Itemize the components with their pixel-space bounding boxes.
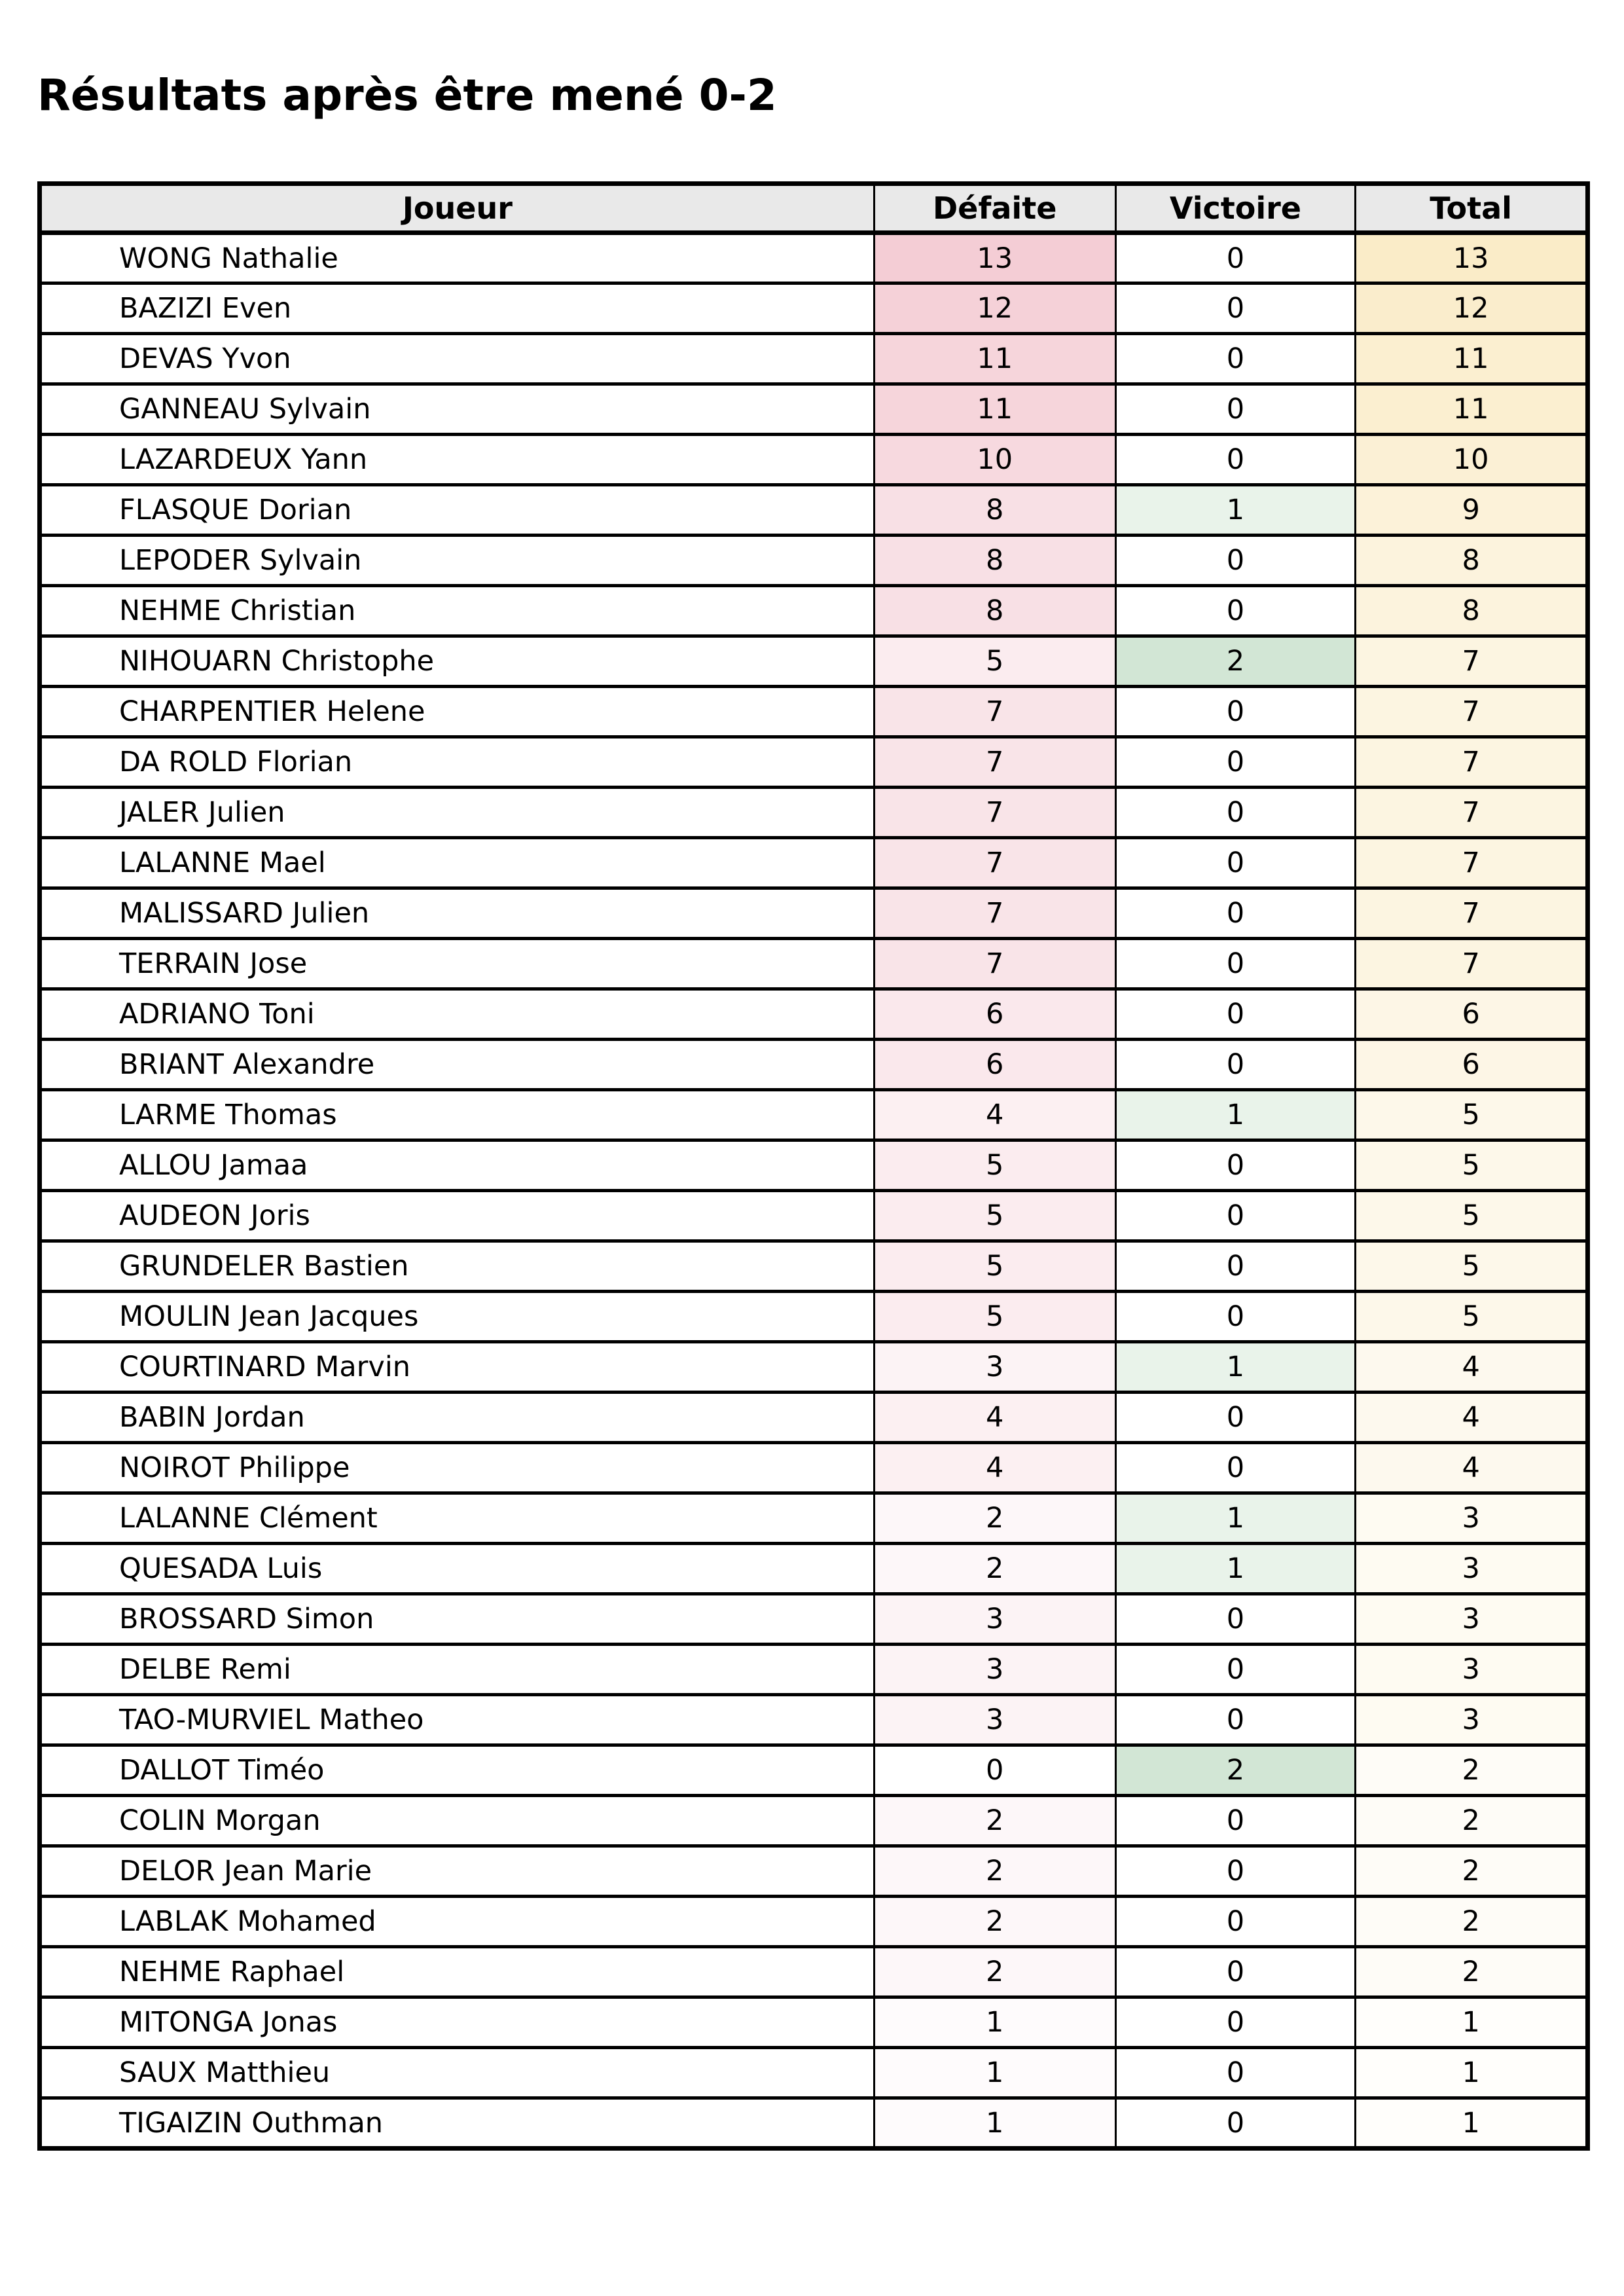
table-row: [40, 1897, 1588, 1947]
player-name: COLIN Morgan: [40, 1796, 875, 1846]
table-row: [40, 384, 1588, 435]
table-row: [40, 2098, 1588, 2149]
victory-value: 0: [1115, 334, 1356, 384]
victory-value: 0: [1115, 1846, 1356, 1897]
player-name: GRUNDELER Bastien: [40, 1241, 875, 1292]
defeat-value: 7: [874, 788, 1115, 838]
total-value: 4: [1356, 1342, 1588, 1393]
total-value: 3: [1356, 1594, 1588, 1645]
defeat-value: 4: [874, 1443, 1115, 1493]
victory-value: 0: [1115, 1947, 1356, 1997]
total-value: 3: [1356, 1645, 1588, 1695]
victory-value: 0: [1115, 1594, 1356, 1645]
table-row: [40, 1241, 1588, 1292]
victory-value: 0: [1115, 384, 1356, 435]
total-value: 2: [1356, 1947, 1588, 1997]
player-name: DALLOT Timéo: [40, 1745, 875, 1796]
player-name: LALANNE Clément: [40, 1493, 875, 1544]
total-value: 6: [1356, 989, 1588, 1040]
victory-value: 0: [1115, 1695, 1356, 1745]
player-name: LABLAK Mohamed: [40, 1897, 875, 1947]
victory-value: 0: [1115, 838, 1356, 888]
victory-value: 0: [1115, 1897, 1356, 1947]
victory-value: 0: [1115, 939, 1356, 989]
defeat-value: 5: [874, 1191, 1115, 1241]
player-name: DELOR Jean Marie: [40, 1846, 875, 1897]
player-name: NIHOUARN Christophe: [40, 636, 875, 687]
table-row: [40, 636, 1588, 687]
player-name: COURTINARD Marvin: [40, 1342, 875, 1393]
victory-value: 0: [1115, 989, 1356, 1040]
player-name: DELBE Remi: [40, 1645, 875, 1695]
defeat-value: 6: [874, 989, 1115, 1040]
victory-value: 0: [1115, 435, 1356, 485]
player-name: NEHME Raphael: [40, 1947, 875, 1997]
total-value: 3: [1356, 1695, 1588, 1745]
total-value: 12: [1356, 283, 1588, 334]
defeat-value: 2: [874, 1544, 1115, 1594]
player-name: MOULIN Jean Jacques: [40, 1292, 875, 1342]
table-body: [40, 233, 1588, 2149]
defeat-value: 2: [874, 1897, 1115, 1947]
defeat-value: 4: [874, 1090, 1115, 1140]
total-value: 9: [1356, 485, 1588, 536]
total-value: 10: [1356, 435, 1588, 485]
victory-value: 0: [1115, 1191, 1356, 1241]
defeat-value: 7: [874, 838, 1115, 888]
total-value: 7: [1356, 939, 1588, 989]
table-row: [40, 1443, 1588, 1493]
table-row: [40, 737, 1588, 788]
total-value: 3: [1356, 1544, 1588, 1594]
player-name: LAZARDEUX Yann: [40, 435, 875, 485]
defeat-value: 10: [874, 435, 1115, 485]
player-name: GANNEAU Sylvain: [40, 384, 875, 435]
column-header-defaite: Défaite: [874, 184, 1115, 233]
defeat-value: 7: [874, 737, 1115, 788]
total-value: 2: [1356, 1745, 1588, 1796]
victory-value: 0: [1115, 1443, 1356, 1493]
total-value: 8: [1356, 536, 1588, 586]
table-row: [40, 939, 1588, 989]
table-row: [40, 1846, 1588, 1897]
table-row: [40, 1745, 1588, 1796]
total-value: 13: [1356, 233, 1588, 283]
table-row: [40, 888, 1588, 939]
table-row: [40, 687, 1588, 737]
table-row: [40, 1544, 1588, 1594]
player-name: DA ROLD Florian: [40, 737, 875, 788]
table-row: [40, 1594, 1588, 1645]
table-row: [40, 1796, 1588, 1846]
table-row: [40, 788, 1588, 838]
defeat-value: 4: [874, 1393, 1115, 1443]
player-name: TERRAIN Jose: [40, 939, 875, 989]
player-name: ALLOU Jamaa: [40, 1140, 875, 1191]
player-name: MITONGA Jonas: [40, 1997, 875, 2048]
player-name: MALISSARD Julien: [40, 888, 875, 939]
player-name: LALANNE Mael: [40, 838, 875, 888]
defeat-value: 5: [874, 636, 1115, 687]
total-value: 7: [1356, 687, 1588, 737]
defeat-value: 1: [874, 2098, 1115, 2149]
victory-value: 0: [1115, 1393, 1356, 1443]
defeat-value: 3: [874, 1342, 1115, 1393]
total-value: 5: [1356, 1140, 1588, 1191]
total-value: 1: [1356, 2048, 1588, 2098]
total-value: 2: [1356, 1897, 1588, 1947]
defeat-value: 13: [874, 233, 1115, 283]
player-name: FLASQUE Dorian: [40, 485, 875, 536]
player-name: QUESADA Luis: [40, 1544, 875, 1594]
player-name: TIGAIZIN Outhman: [40, 2098, 875, 2149]
victory-value: 0: [1115, 687, 1356, 737]
player-name: NOIROT Philippe: [40, 1443, 875, 1493]
victory-value: 0: [1115, 1241, 1356, 1292]
defeat-value: 2: [874, 1947, 1115, 1997]
total-value: 2: [1356, 1846, 1588, 1897]
table-row: [40, 1493, 1588, 1544]
player-name: BROSSARD Simon: [40, 1594, 875, 1645]
player-name: CHARPENTIER Helene: [40, 687, 875, 737]
table-row: [40, 989, 1588, 1040]
defeat-value: 5: [874, 1292, 1115, 1342]
defeat-value: 8: [874, 586, 1115, 636]
defeat-value: 6: [874, 1040, 1115, 1090]
defeat-value: 3: [874, 1695, 1115, 1745]
column-header-joueur: Joueur: [40, 184, 875, 233]
defeat-value: 1: [874, 2048, 1115, 2098]
table-row: [40, 536, 1588, 586]
defeat-value: 3: [874, 1594, 1115, 1645]
total-value: 5: [1356, 1191, 1588, 1241]
victory-value: 0: [1115, 888, 1356, 939]
table-row: [40, 1342, 1588, 1393]
player-name: BRIANT Alexandre: [40, 1040, 875, 1090]
victory-value: 0: [1115, 1997, 1356, 2048]
total-value: 7: [1356, 888, 1588, 939]
player-name: WONG Nathalie: [40, 233, 875, 283]
player-name: LEPODER Sylvain: [40, 536, 875, 586]
total-value: 6: [1356, 1040, 1588, 1090]
player-name: SAUX Matthieu: [40, 2048, 875, 2098]
defeat-value: 7: [874, 939, 1115, 989]
total-value: 5: [1356, 1292, 1588, 1342]
table-row: [40, 485, 1588, 536]
table-row: [40, 1645, 1588, 1695]
victory-value: 0: [1115, 283, 1356, 334]
player-name: ADRIANO Toni: [40, 989, 875, 1040]
column-header-total: Total: [1356, 184, 1588, 233]
victory-value: 0: [1115, 1140, 1356, 1191]
victory-value: 1: [1115, 1090, 1356, 1140]
header-row: [40, 184, 1588, 233]
column-header-victoire: Victoire: [1115, 184, 1356, 233]
defeat-value: 11: [874, 334, 1115, 384]
player-name: BAZIZI Even: [40, 283, 875, 334]
table-row: [40, 233, 1588, 283]
total-value: 11: [1356, 384, 1588, 435]
player-name: DEVAS Yvon: [40, 334, 875, 384]
total-value: 7: [1356, 788, 1588, 838]
victory-value: 0: [1115, 586, 1356, 636]
total-value: 5: [1356, 1241, 1588, 1292]
table-row: [40, 1140, 1588, 1191]
player-name: NEHME Christian: [40, 586, 875, 636]
total-value: 7: [1356, 636, 1588, 687]
page-title: Résultats après être mené 0-2: [37, 70, 777, 120]
defeat-value: 0: [874, 1745, 1115, 1796]
defeat-value: 5: [874, 1140, 1115, 1191]
victory-value: 0: [1115, 1292, 1356, 1342]
table-row: [40, 2048, 1588, 2098]
defeat-value: 2: [874, 1493, 1115, 1544]
victory-value: 1: [1115, 1342, 1356, 1393]
results-table: [37, 181, 1590, 2151]
victory-value: 0: [1115, 737, 1356, 788]
table-row: [40, 1997, 1588, 2048]
table-row: [40, 283, 1588, 334]
victory-value: 0: [1115, 2098, 1356, 2149]
victory-value: 1: [1115, 485, 1356, 536]
player-name: TAO-MURVIEL Matheo: [40, 1695, 875, 1745]
victory-value: 0: [1115, 233, 1356, 283]
total-value: 5: [1356, 1090, 1588, 1140]
defeat-value: 5: [874, 1241, 1115, 1292]
defeat-value: 2: [874, 1796, 1115, 1846]
player-name: AUDEON Joris: [40, 1191, 875, 1241]
victory-value: 0: [1115, 1645, 1356, 1695]
table-row: [40, 838, 1588, 888]
victory-value: 0: [1115, 1040, 1356, 1090]
victory-value: 0: [1115, 536, 1356, 586]
total-value: 1: [1356, 1997, 1588, 2048]
victory-value: 0: [1115, 1796, 1356, 1846]
table-row: [40, 1040, 1588, 1090]
total-value: 11: [1356, 334, 1588, 384]
defeat-value: 11: [874, 384, 1115, 435]
table-row: [40, 1090, 1588, 1140]
total-value: 7: [1356, 838, 1588, 888]
player-name: BABIN Jordan: [40, 1393, 875, 1443]
defeat-value: 1: [874, 1997, 1115, 2048]
defeat-value: 8: [874, 536, 1115, 586]
victory-value: 2: [1115, 636, 1356, 687]
total-value: 4: [1356, 1443, 1588, 1493]
table-row: [40, 1695, 1588, 1745]
defeat-value: 8: [874, 485, 1115, 536]
player-name: JALER Julien: [40, 788, 875, 838]
defeat-value: 2: [874, 1846, 1115, 1897]
total-value: 4: [1356, 1393, 1588, 1443]
victory-value: 2: [1115, 1745, 1356, 1796]
defeat-value: 3: [874, 1645, 1115, 1695]
total-value: 2: [1356, 1796, 1588, 1846]
total-value: 8: [1356, 586, 1588, 636]
table-row: [40, 1393, 1588, 1443]
victory-value: 0: [1115, 788, 1356, 838]
defeat-value: 12: [874, 283, 1115, 334]
table-row: [40, 435, 1588, 485]
table-row: [40, 1191, 1588, 1241]
table-row: [40, 586, 1588, 636]
table-row: [40, 1292, 1588, 1342]
victory-value: 1: [1115, 1544, 1356, 1594]
total-value: 7: [1356, 737, 1588, 788]
table-row: [40, 1947, 1588, 1997]
table-row: [40, 334, 1588, 384]
player-name: LARME Thomas: [40, 1090, 875, 1140]
victory-value: 0: [1115, 2048, 1356, 2098]
victory-value: 1: [1115, 1493, 1356, 1544]
defeat-value: 7: [874, 888, 1115, 939]
total-value: 3: [1356, 1493, 1588, 1544]
defeat-value: 7: [874, 687, 1115, 737]
total-value: 1: [1356, 2098, 1588, 2149]
